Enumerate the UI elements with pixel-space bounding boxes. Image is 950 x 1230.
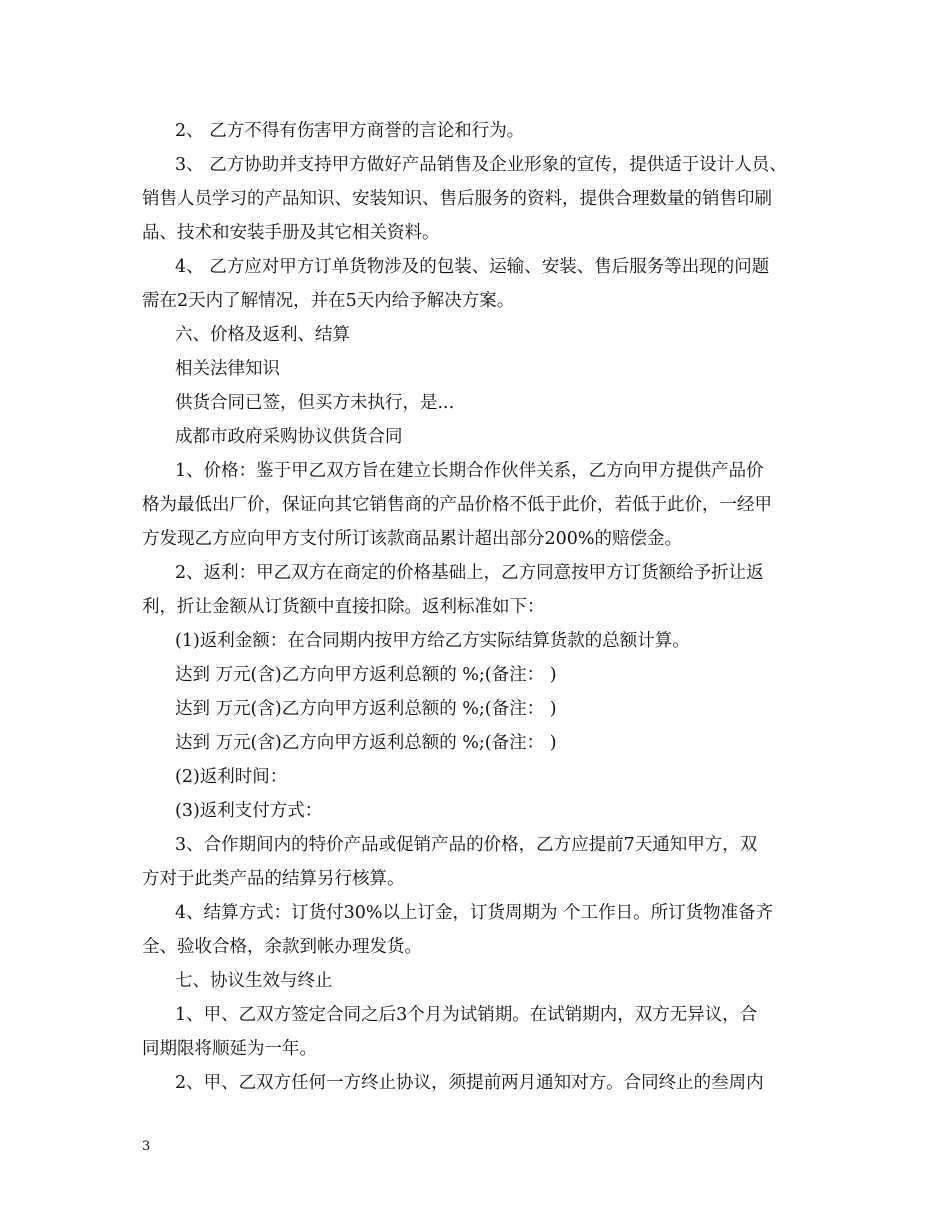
text-line: 相关法律知识 — [175, 359, 280, 379]
document-body — [142, 114, 812, 1100]
text-line: 品、技术和安装手册及其它相关资料。 — [142, 223, 440, 243]
text-line: 达到 万元(含)乙方向甲方返利总额的 %;(备注： ) — [175, 665, 557, 685]
text-line: 4、 乙方应对甲方订单货物涉及的包装、运输、安装、售后服务等出现的问题 — [175, 257, 770, 277]
text-line: 同期限将顺延为一年。 — [142, 1039, 317, 1059]
text-line: 1、甲、乙双方签定合同之后3个月为试销期。在试销期内，双方无异议，合 — [175, 1005, 758, 1025]
page-number: 3 — [142, 1139, 151, 1154]
text-line: 需在2天内了解情况，并在5天内给予解决方案。 — [142, 291, 515, 311]
text-line: 3、 乙方协助并支持甲方做好产品销售及企业形象的宣传，提供适于设计人员、 — [175, 155, 787, 175]
text-line: 2、返利：甲乙双方在商定的价格基础上，乙方同意按甲方订货额给予折让返 — [175, 563, 764, 583]
text-line: (2)返利时间： — [175, 767, 288, 787]
text-line: 成都市政府采购协议供货合同 — [175, 427, 403, 447]
text-line: 方发现乙方应向甲方支付所订该款商品累计超出部分200%的赔偿金。 — [142, 529, 683, 549]
text-line: 1、价格：鉴于甲乙双方旨在建立长期合作伙伴关系，乙方向甲方提供产品价 — [175, 461, 764, 481]
text-line: 全、验收合格，余款到帐办理发货。 — [142, 937, 422, 957]
text-line: 七、协议生效与终止 — [175, 971, 333, 991]
text-line: (1)返利金额：在合同期内按甲方给乙方实际结算货款的总额计算。 — [175, 631, 690, 651]
text-line: 方对于此类产品的结算另行核算。 — [142, 869, 405, 889]
text-line: 达到 万元(含)乙方向甲方返利总额的 %;(备注： ) — [175, 699, 557, 719]
text-line: 六、价格及返利、结算 — [175, 325, 350, 345]
text-line: (3)返利支付方式： — [175, 801, 323, 821]
text-line: 4、结算方式：订货付30%以上订金，订货周期为 个工作日。所订货物准备齐 — [175, 903, 774, 923]
text-line: 达到 万元(含)乙方向甲方返利总额的 %;(备注： ) — [175, 733, 557, 753]
text-line: 销售人员学习的产品知识、安装知识、售后服务的资料，提供合理数量的销售印刷 — [142, 189, 772, 209]
text-line: 格为最低出厂价，保证向其它销售商的产品价格不低于此价，若低于此价，一经甲 — [142, 495, 772, 515]
text-line: 2、 乙方不得有伤害甲方商誉的言论和行为。 — [175, 121, 525, 141]
text-line: 2、甲、乙双方任何一方终止协议，须提前两月通知对方。合同终止的叁周内 — [175, 1073, 764, 1093]
text-line: 供货合同已签，但买方未执行，是... — [175, 393, 455, 413]
text-line: 利，折让金额从订货额中直接扣除。返利标准如下： — [142, 597, 545, 617]
text-line: 3、合作期间内的特价产品或促销产品的价格，乙方应提前7天通知甲方，双 — [175, 835, 758, 855]
